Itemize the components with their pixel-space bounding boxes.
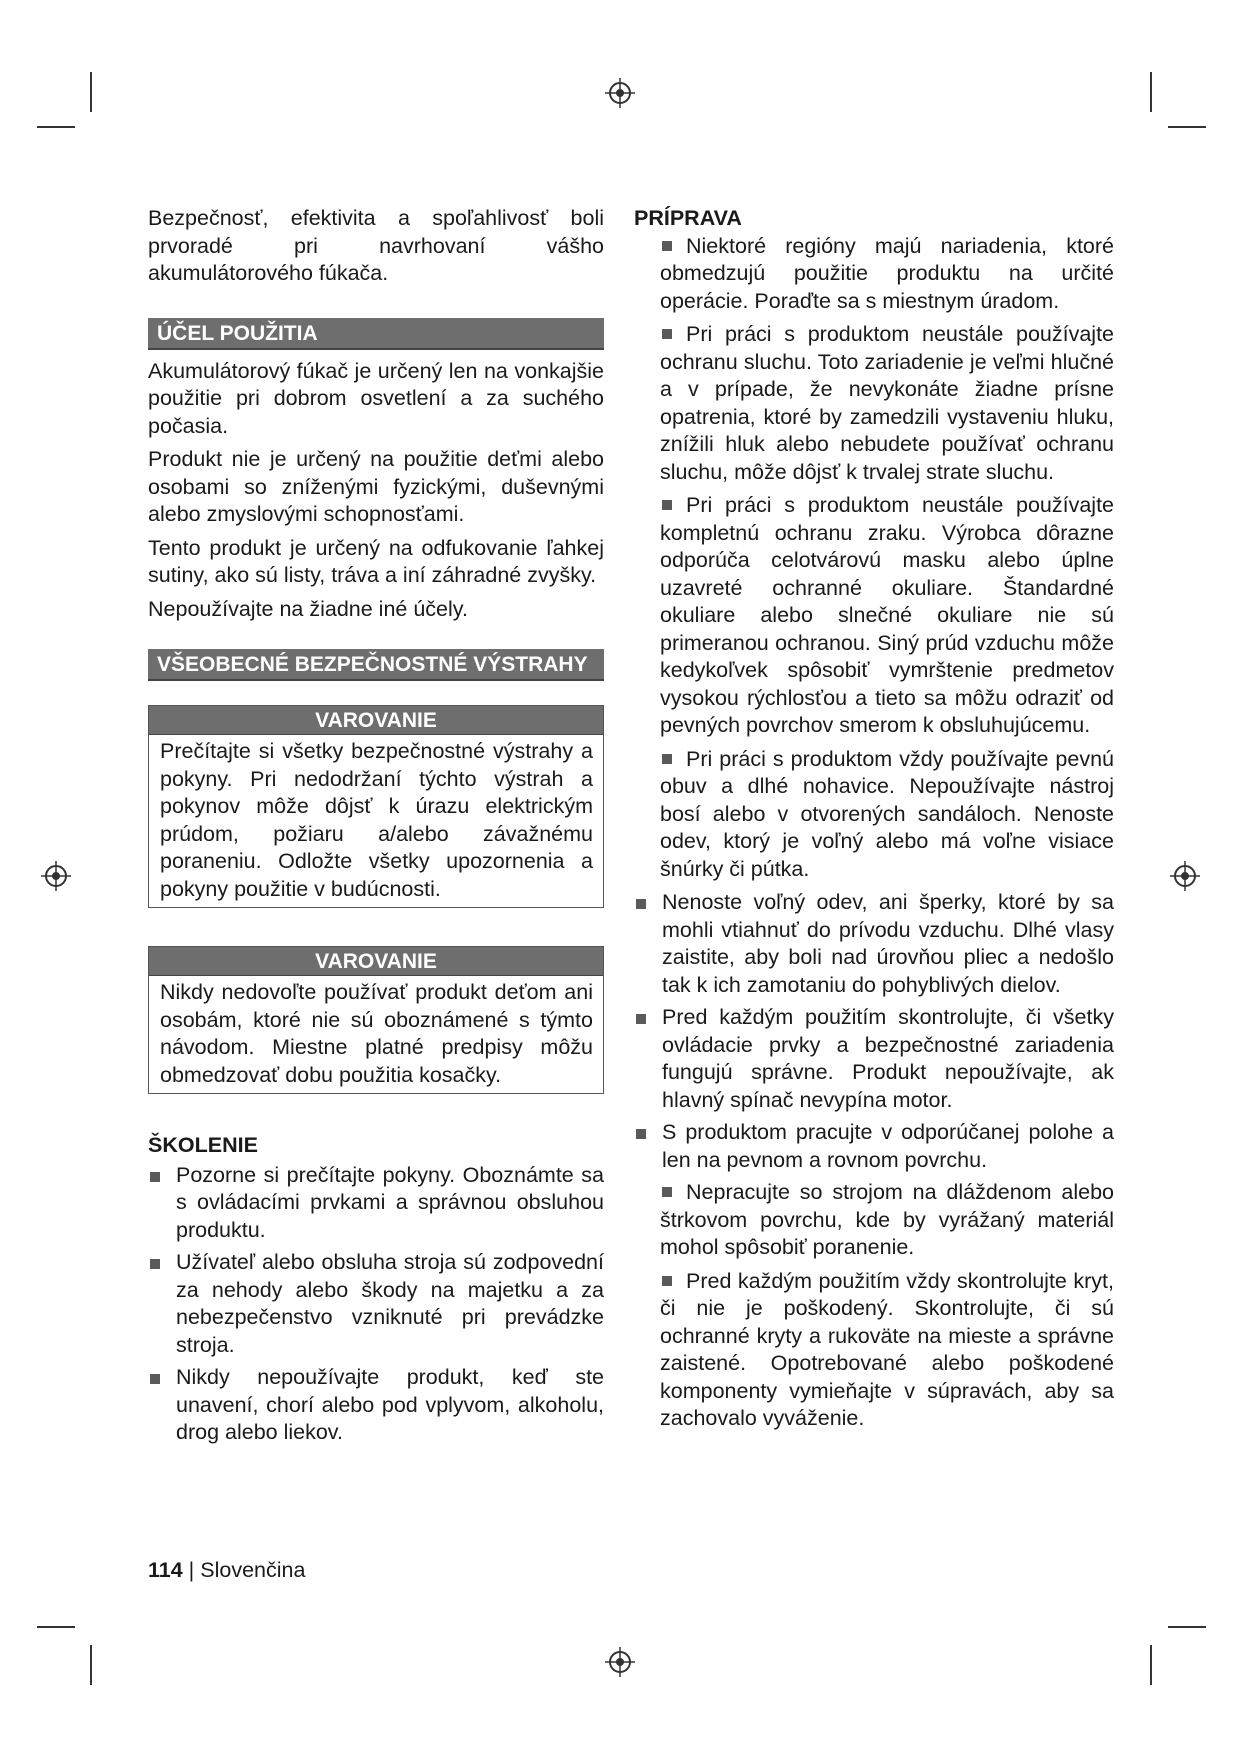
bullet-square-icon (662, 329, 672, 339)
crop-mark (37, 1626, 75, 1628)
section-heading-ucel: ÚČEL POUŽITIA (148, 318, 604, 350)
bullet-square-icon (150, 1374, 160, 1384)
section-heading-priprava: PRÍPRAVA (634, 206, 742, 230)
list-item: Pri práci s produktom vždy používajte pevnú obuv a dlhé nohavice. Nepoužívajte nástroj bosí alebo v otvorených sandáloch. Nenoste odev, ktorý je voľný alebo má voľne visiace šnúrky či pútka. (660, 746, 1114, 881)
paragraph: Akumulátorový fúkač je určený len na vonkajšie použitie pri dobrom osvetlení a za suchého počasia. (148, 358, 604, 438)
bullet-square-icon (662, 241, 672, 251)
warning-title: VAROVANIE (149, 706, 603, 735)
list-item: Pri práci s produktom neustále používajte kompletnú ochranu zraku. Výrobca dôrazne odporúča celotvárovú masku alebo úplne uzavreté ochranné okuliare. Štandardné okuliare alebo slnečné okuliare nie sú primeranou ochranou. Siný prúd vzduchu môže kedykoľvek spôsobiť vymrštenie predmetov vysokou rýchlosťou a tieto sa môžu odraziť od pevných povrchov smerom k obsluhujúcemu. (660, 493, 1114, 737)
bullet-square-icon (636, 1014, 646, 1024)
warning-box (148, 946, 604, 1094)
bullet-square-icon (636, 899, 646, 909)
list-item: Pozorne si prečítajte pokyny. Oboznámte sa s ovládacími prvkami a správnou obsluhou produktu. (148, 1162, 604, 1245)
page-number: 114 (148, 1558, 183, 1582)
crop-mark (1168, 1626, 1206, 1628)
bullet-square-icon (150, 1172, 160, 1182)
crop-mark (1150, 72, 1152, 112)
bullet-square-icon (662, 1276, 672, 1286)
section-heading-vseobecne: VŠEOBECNÉ BEZPEČNOSTNÉ VÝSTRAHY (148, 649, 604, 681)
registration-mark-icon (605, 1647, 635, 1677)
crop-mark (90, 1645, 92, 1685)
list-item: Nikdy nepoužívajte produkt, keď ste unavení, chorí alebo pod vplyvom, alkoholu, drog alebo liekov. (148, 1364, 604, 1447)
paragraph: Produkt nie je určený na použitie deťmi alebo osobami so zníženými fyzickými, duševnými alebo zmyslovými schopnosťami. (148, 447, 604, 526)
list-item: Pred každým použitím skontrolujte, či všetky ovládacie prvky a bezpečnostné zariadenia fungujú správne. Produkt nepoužívajte, ak hlavný spínač nevypína motor. (634, 1004, 1114, 1114)
footer-language: Slovenčina (200, 1558, 306, 1582)
list-item: S produktom pracujte v odporúčanej polohe a len na pevnom a rovnom povrchu. (634, 1119, 1114, 1174)
registration-mark-icon (1170, 861, 1200, 891)
paragraph: Tento produkt je určený na odfukovanie ľahkej sutiny, ako sú listy, tráva a iní záhradné zvyšky. (148, 535, 604, 587)
inline-bullet-group (634, 233, 1114, 884)
list-item: Pri práci s produktom neustále používajte ochranu sluchu. Toto zariadenie je veľmi hlučné a v prípade, že nevykonáte žiadne prísne opatrenia, ktoré by zamedzili vystaveniu hluku, znížili hluk alebo nebudete používať ochranu sluchu, môže dôjsť k trvalej strate sluchu. (660, 322, 1114, 484)
warning-text: Nikdy nedovoľte používať produkt deťom ani osobám, ktoré nie sú oboznámené s týmto návodom. Miestne platné predpisy môžu obmedzovať dobu použitia kosačky. (160, 980, 593, 1087)
bullet-square-icon (662, 500, 672, 510)
inline-bullet-group (634, 1179, 1114, 1433)
paragraph: Nepoužívajte na žiadne iné účely. (148, 596, 468, 621)
crop-mark (37, 126, 75, 128)
right-column (634, 205, 1114, 1439)
warning-box (148, 705, 604, 908)
bullet-list (148, 1162, 604, 1447)
crop-mark (1150, 1645, 1152, 1685)
list-item: Užívateľ alebo obsluha stroja sú zodpovední za nehody alebo škody na majetku a za nebezpečenstvo vzniknuté pri prevádzke stroja. (148, 1249, 604, 1359)
left-column (148, 205, 604, 1452)
registration-mark-icon (605, 78, 635, 108)
bullet-square-icon (662, 1187, 672, 1197)
bullet-list (634, 889, 1114, 1174)
crop-mark (1168, 126, 1206, 128)
intro-paragraph: Bezpečnosť, efektivita a spoľahlivosť boli prvoradé pri navrhovaní vášho akumulátorového fúkača. (148, 206, 604, 285)
list-item: Pred každým použitím vždy skontrolujte kryt, či nie je poškodený. Skontrolujte, či sú ochranné kryty a rukoväte na mieste a správne zaistené. Opotrebované alebo poškodené komponenty vymieňajte v súpravách, aby sa zachovalo vyváženie. (660, 1268, 1114, 1430)
footer-separator: | (188, 1558, 195, 1582)
bullet-square-icon (150, 1259, 160, 1269)
list-item: Nepracujte so strojom na dláždenom alebo štrkovom povrchu, kde by vyrážaný materiál mohol spôsobiť poranenie. (660, 1180, 1114, 1259)
registration-mark-icon (41, 861, 71, 891)
section-heading-skolenie: ŠKOLENIE (148, 1133, 258, 1157)
list-item: Nenoste voľný odev, ani šperky, ktoré by sa mohli vtiahnuť do prívodu vzduchu. Dlhé vlasy zaistite, aby boli nad úrovňou pliec a nedošlo tak k ich zamotaniu do pohyblivých dielov. (634, 889, 1114, 999)
bullet-square-icon (662, 754, 672, 764)
warning-title: VAROVANIE (149, 947, 603, 976)
list-item: Niektoré regióny majú nariadenia, ktoré obmedzujú použitie produktu na určité operácie. Poraďte sa s miestnym úradom. (660, 233, 1114, 313)
warning-text: Prečítajte si všetky bezpečnostné výstrahy a pokyny. Pri nedodržaní týchto výstrah a pokynov môže dôjsť k úrazu elektrickým prúdom, požiaru a/alebo závažnému poraneniu. Odložte všetky upozornenia a pokyny použitie v budúcnosti. (160, 739, 593, 901)
crop-mark (90, 72, 92, 112)
page-footer (148, 1558, 305, 1583)
bullet-square-icon (636, 1129, 646, 1139)
